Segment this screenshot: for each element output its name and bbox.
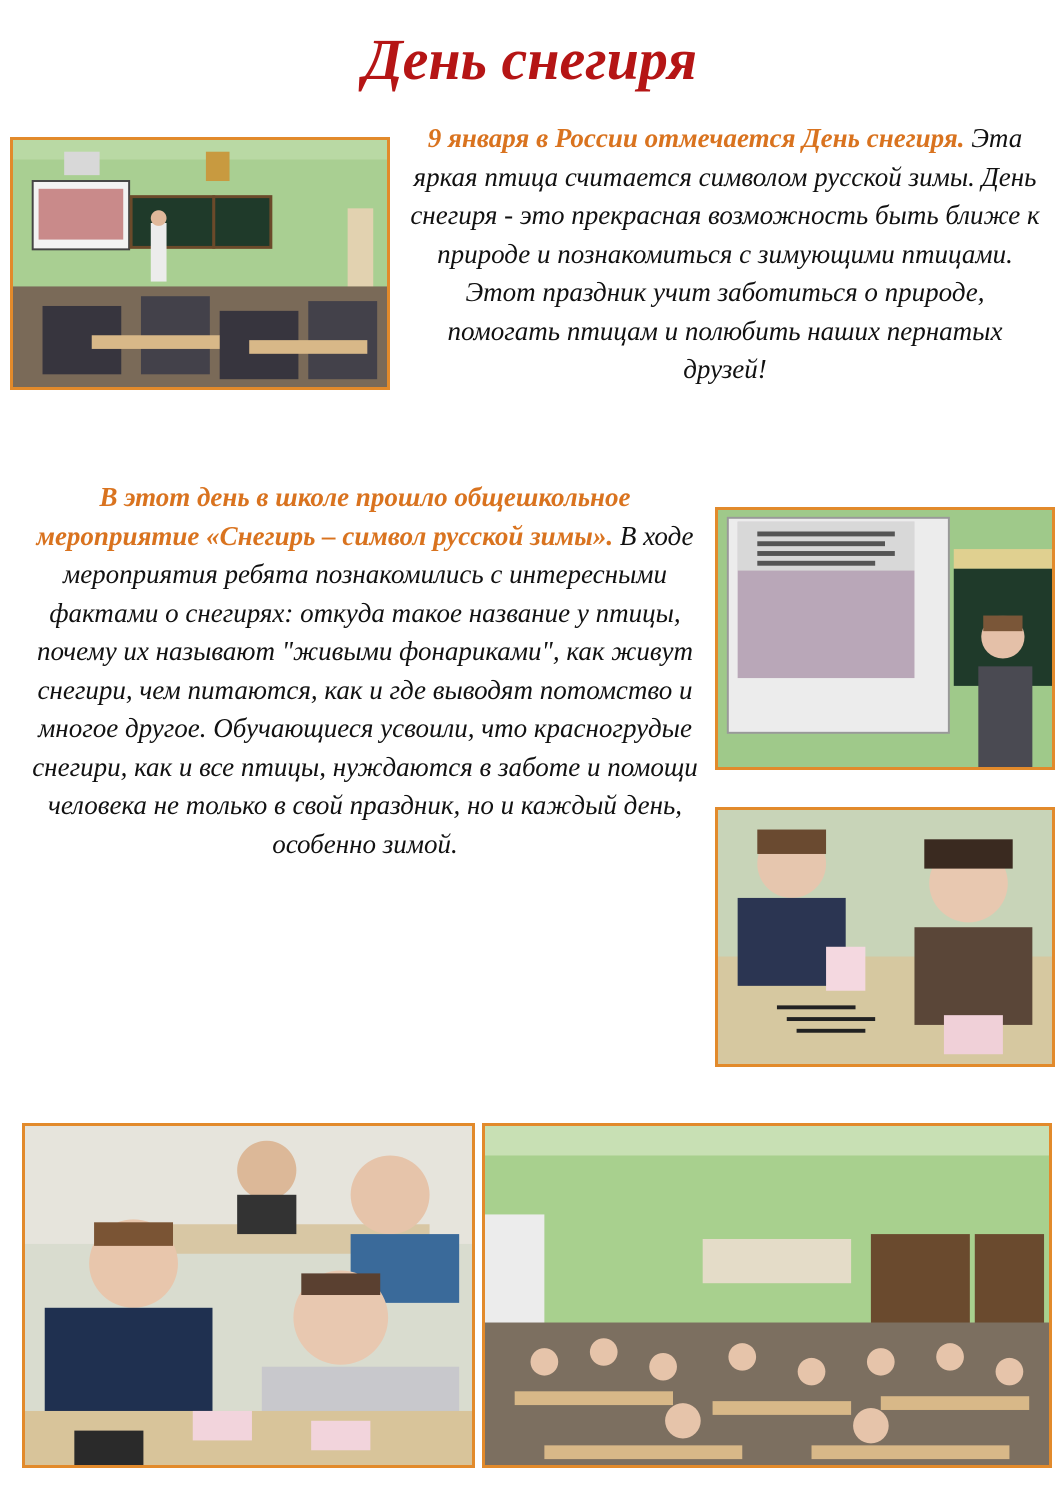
event-paragraph	[20, 478, 710, 863]
intro-highlight: 9 января в России отмечается День снегиря.	[427, 123, 965, 153]
page-title: День снегиря	[362, 27, 698, 92]
intro-paragraph	[40, 119, 1040, 389]
photo-boys-coloring	[22, 1123, 475, 1468]
photo-children-coloring	[715, 807, 1055, 1067]
photo-girl-at-whiteboard	[715, 507, 1055, 770]
photo-float-spacer	[40, 119, 410, 389]
event-body: В ходе мероприятия ребята познакомились с интересными фактами о снегирях: откуда такое название у птицы, почему их называют "живыми фонариками", как живут снегири, чем питаются, как и где выводят потомство и многое другое. Обучающиеся усвоили, что красногрудые снегири, как и все птицы, нуждаются в заботе и помощи человека не только в свой праздник, но и каждый день, особенно зимой.	[32, 520, 698, 859]
event-highlight: В этот день в школе прошло общешкольное мероприятие «Снегирь – символ русской зимы».	[36, 482, 631, 551]
photo-classroom-raised-hands	[482, 1123, 1052, 1468]
intro-body: Эта яркая птица считается символом русской зимы. День снегиря - это прекрасная возможность быть ближе к природе и познакомиться с зимующими птицами. Этот праздник учит заботиться о природе, помогать птицам и полюбить наших пернатых друзей!	[410, 123, 1040, 384]
